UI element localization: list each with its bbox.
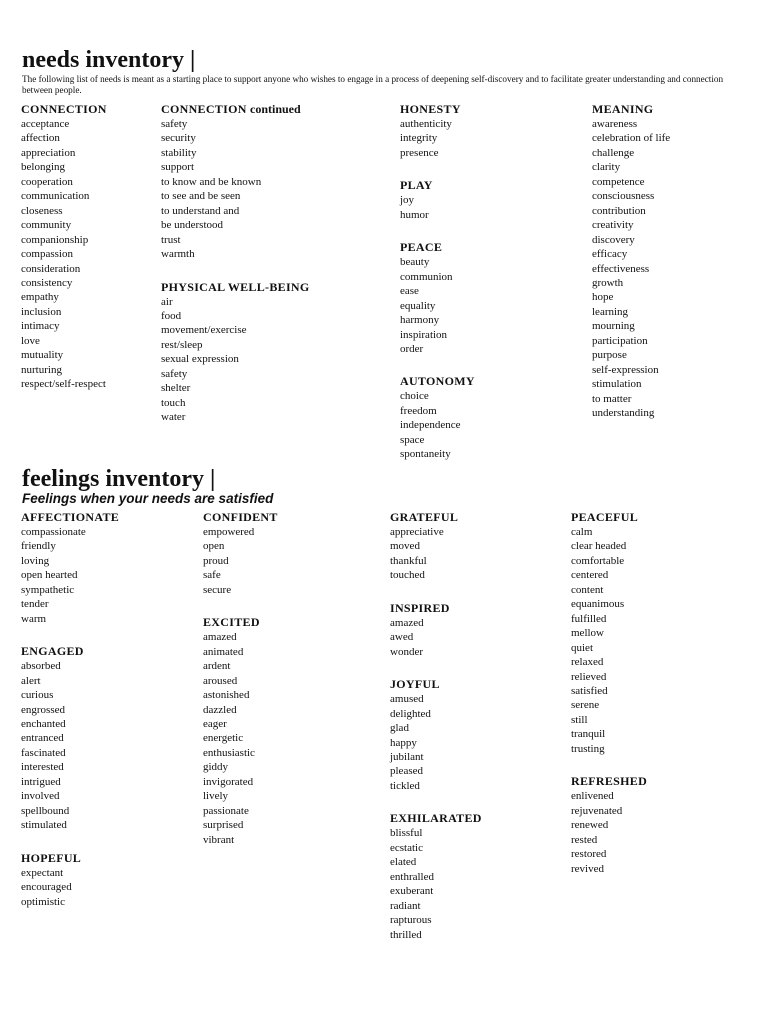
group-heading-label: CONFIDENT [203,510,278,524]
group-heading-engaged [21,644,119,658]
list-item: radiant [390,899,421,912]
group-heading-autonomy [400,374,475,388]
list-item: freedom [400,404,437,417]
list-item: stimulation [592,378,642,391]
group-heading-physical-well-being [161,280,310,294]
list-item: companionship [21,233,89,246]
list-item: ardent [203,660,231,673]
list-item: harmony [400,314,440,327]
list-item: sympathetic [21,583,75,596]
list-item: to understand and [161,204,240,217]
list-item: amazed [203,631,237,644]
list-item: tranquil [571,728,606,741]
list-item: mourning [592,320,635,333]
list-item: understanding [592,407,655,420]
list-item: rested [571,833,598,846]
list-item: mellow [571,627,604,640]
list-item: expectant [21,866,64,879]
group-heading-inspired [390,601,482,615]
list-item: sexual expression [161,353,239,366]
list-item: quiet [571,641,593,654]
group-heading-label: ENGAGED [21,644,84,659]
list-item: growth [592,276,624,289]
list-item: revived [571,862,604,875]
list-item: content [571,583,604,596]
group-heading-label: AFFECTIONATE [21,510,120,524]
list-item: calm [571,526,593,538]
item-list [592,117,670,421]
item-list [571,789,647,876]
list-item: joy [400,194,415,207]
list-item: engrossed [21,703,65,716]
list-item: fulfilled [571,612,607,625]
list-item: curious [21,689,54,702]
needs-column-1 [21,102,107,410]
list-item: intimacy [21,320,60,333]
list-item: enlivened [571,790,614,803]
list-item: blissful [390,827,423,840]
list-item: enthusiastic [203,746,255,759]
list-item: thankful [390,554,427,567]
list-item: passionate [203,804,249,817]
list-item: touch [161,396,186,409]
needs-group [21,102,107,392]
list-item: clarity [592,161,621,174]
list-item: awareness [592,118,638,130]
list-item: empowered [203,526,255,538]
list-item: choice [400,390,429,403]
list-item: compassion [21,248,73,261]
list-item: proud [203,554,229,567]
item-list [203,525,278,597]
list-item: involved [21,790,60,803]
group-heading-grateful [390,510,482,524]
list-item: appreciative [390,526,444,538]
list-item: delighted [390,707,431,720]
group-heading-label: JOYFUL [390,677,440,692]
feelings-group [21,851,119,909]
list-item: rapturous [390,914,432,927]
list-item: hope [592,291,614,304]
feelings-group [571,774,647,876]
list-item: rest/sleep [161,338,203,351]
item-list [203,630,278,847]
list-item: security [161,132,196,145]
item-list [390,525,482,583]
list-item: safety [161,367,188,380]
feelings-group [21,510,119,626]
list-item: trusting [571,742,605,755]
needs-group [161,280,310,425]
list-item: elated [390,856,417,869]
list-item: alert [21,674,41,687]
list-item: dazzled [203,703,237,716]
list-item: exuberant [390,885,434,898]
list-item: ecstatic [390,841,423,854]
list-item: glad [390,722,409,735]
list-item: invigorated [203,775,254,788]
list-item: amused [390,693,424,706]
list-item: spontaneity [400,448,451,461]
list-item: amazed [390,616,424,629]
list-item: trust [161,233,181,246]
list-item: to matter [592,392,632,405]
list-item: vibrant [203,833,235,846]
feelings-inventory-title: feelings inventory | [22,466,216,492]
item-list [21,659,119,832]
list-item: awed [390,631,414,644]
needs-column-4 [592,102,670,439]
group-heading-connection [161,102,310,116]
list-item: beauty [400,256,430,269]
group-heading-honesty [400,102,475,116]
group-heading-connection [21,102,107,116]
group-heading-label: EXHILARATED [390,811,482,826]
list-item: open hearted [21,569,78,582]
list-item: interested [21,761,64,774]
group-heading-suffix: continued [250,102,301,116]
list-item: appreciation [21,146,76,159]
item-list [400,117,475,160]
list-item: warm [21,612,47,625]
item-list [390,826,482,942]
group-heading-refreshed [571,774,647,788]
list-item: learning [592,305,629,318]
list-item: equality [400,299,436,312]
list-item: jubilant [390,750,424,763]
item-list [390,692,482,793]
needs-group [592,102,670,421]
list-item: consciousness [592,190,655,203]
group-heading-joyful [390,677,482,691]
list-item: efficacy [592,248,628,261]
item-list [161,117,310,262]
list-item: absorbed [21,660,61,673]
list-item: stability [161,146,197,159]
feelings-column-4 [571,510,647,894]
list-item: fascinated [21,746,66,759]
group-heading-label: HONESTY [400,102,461,116]
list-item: space [400,433,425,446]
list-item: equanimous [571,598,625,611]
list-item: secure [203,583,232,596]
list-item: independence [400,419,461,432]
group-heading-peaceful [571,510,647,524]
list-item: relieved [571,670,607,683]
list-item: celebration of life [592,132,671,145]
list-item: wonder [390,645,423,658]
group-heading-exhilarated [390,811,482,825]
feelings-group [390,677,482,793]
list-item: energetic [203,732,244,745]
list-item: support [161,161,194,174]
group-heading-hopeful [21,851,119,865]
list-item: consistency [21,276,73,289]
list-item: shelter [161,382,191,395]
feelings-group [390,811,482,942]
list-item: tender [21,598,49,611]
list-item: communion [400,270,453,283]
needs-inventory-title: needs inventory | [22,47,196,73]
feelings-column-1 [21,510,119,927]
group-heading-affectionate [21,510,119,524]
needs-group [400,374,475,461]
list-item: discovery [592,233,635,246]
list-item: serene [571,699,600,712]
list-item: renewed [571,819,609,832]
list-item: stimulated [21,819,67,832]
list-item: satisfied [571,684,608,697]
list-item: rejuvenated [571,804,623,817]
list-item: competence [592,175,645,188]
list-item: safety [161,118,188,130]
feelings-group [390,601,482,659]
group-heading-label: PHYSICAL WELL-BEING [161,279,310,294]
list-item: participation [592,334,648,347]
list-item: loving [21,554,50,567]
group-heading-label: MEANING [592,102,654,116]
list-item: enthralled [390,870,434,883]
list-item: eager [203,717,227,730]
item-list [400,255,475,356]
item-list [400,193,475,222]
list-item: inspiration [400,328,448,341]
list-item: clear headed [571,540,627,553]
feelings-group [390,510,482,583]
item-list [21,117,107,392]
list-item: relaxed [571,656,604,669]
list-item: open [203,540,225,553]
list-item: be understood [161,219,224,232]
list-item: friendly [21,540,56,553]
list-item: centered [571,569,609,582]
list-item: to see and be seen [161,190,241,203]
list-item: affection [21,132,60,145]
list-item: entranced [21,732,64,745]
list-item: ease [400,285,419,298]
needs-column-3 [400,102,475,480]
list-item: closeness [21,204,63,217]
group-heading-meaning [592,102,670,116]
list-item: effectiveness [592,262,650,275]
group-heading-label: EXCITED [203,615,260,630]
group-heading-label: REFRESHED [571,774,648,789]
group-heading-label: CONNECTION [161,102,247,116]
feelings-group [203,615,278,847]
list-item: surprised [203,819,244,832]
group-heading-label: AUTONOMY [400,374,475,389]
feelings-group [203,510,278,597]
item-list [21,525,119,626]
feelings-group [571,510,647,756]
list-item: consideration [21,262,81,275]
list-item: inclusion [21,305,62,318]
group-heading-label: CONNECTION [21,102,107,116]
list-item: tickled [390,779,420,792]
needs-group [161,102,310,262]
list-item: aroused [203,674,238,687]
list-item: love [21,334,40,347]
needs-intro-text: The following list of needs is meant as a starting place to support anyone who wishes to engage in a process of deepening self-discovery and to facilitate greater understanding and connection between people. [22,74,724,95]
list-item: touched [390,569,425,582]
group-heading-label: PEACEFUL [571,510,639,524]
group-heading-label: GRATEFUL [390,510,459,524]
list-item: empathy [21,291,59,304]
list-item: contribution [592,204,646,217]
list-item: respect/self-respect [21,378,106,391]
list-item: cooperation [21,175,73,188]
feelings-group [21,644,119,832]
list-item: acceptance [21,118,70,130]
list-item: giddy [203,761,229,774]
list-item: belonging [21,161,65,174]
list-item: challenge [592,146,635,159]
feelings-column-2 [203,510,278,865]
list-item: nurturing [21,363,62,376]
list-item: integrity [400,132,438,145]
list-item: food [161,309,182,322]
group-heading-confident [203,510,278,524]
list-item: still [571,713,588,726]
group-heading-label: PLAY [400,178,433,193]
list-item: to know and be known [161,175,262,188]
list-item: safe [203,569,221,582]
needs-column-2 [161,102,310,443]
group-heading-peace [400,240,475,254]
list-item: moved [390,540,420,553]
list-item: happy [390,736,417,749]
list-item: intrigued [21,775,61,788]
list-item: lively [203,790,229,803]
list-item: warmth [161,248,195,261]
list-item: astonished [203,689,250,702]
group-heading-label: INSPIRED [390,600,450,615]
list-item: self-expression [592,363,659,376]
list-item: animated [203,645,244,658]
list-item: optimistic [21,895,65,908]
list-item: presence [400,146,439,159]
group-heading-label: PEACE [400,240,443,255]
list-item: air [161,295,173,308]
list-item: purpose [592,349,627,362]
item-list [21,866,119,909]
group-heading-play [400,178,475,192]
needs-group [400,102,475,160]
list-item: mutuality [21,349,64,362]
list-item: humor [400,208,429,221]
list-item: authenticity [400,118,452,130]
feelings-column-3 [390,510,482,960]
group-heading-label: HOPEFUL [21,850,82,865]
list-item: water [161,411,186,424]
needs-group [400,178,475,222]
list-item: encouraged [21,881,72,894]
item-list [161,295,310,425]
list-item: compassionate [21,526,86,538]
list-item: enchanted [21,717,66,730]
list-item: thrilled [390,928,422,941]
item-list [390,616,482,659]
group-heading-excited [203,615,278,629]
list-item: comfortable [571,554,625,567]
list-item: restored [571,848,607,861]
list-item: order [400,342,424,355]
list-item: spellbound [21,804,70,817]
list-item: movement/exercise [161,324,247,337]
list-item: creativity [592,219,634,232]
feelings-subtitle: Feelings when your needs are satisfied [22,491,274,506]
list-item: communication [21,190,90,203]
list-item: community [21,219,72,232]
needs-group [400,240,475,356]
item-list [571,525,647,756]
item-list [400,389,475,461]
list-item: pleased [390,765,423,778]
